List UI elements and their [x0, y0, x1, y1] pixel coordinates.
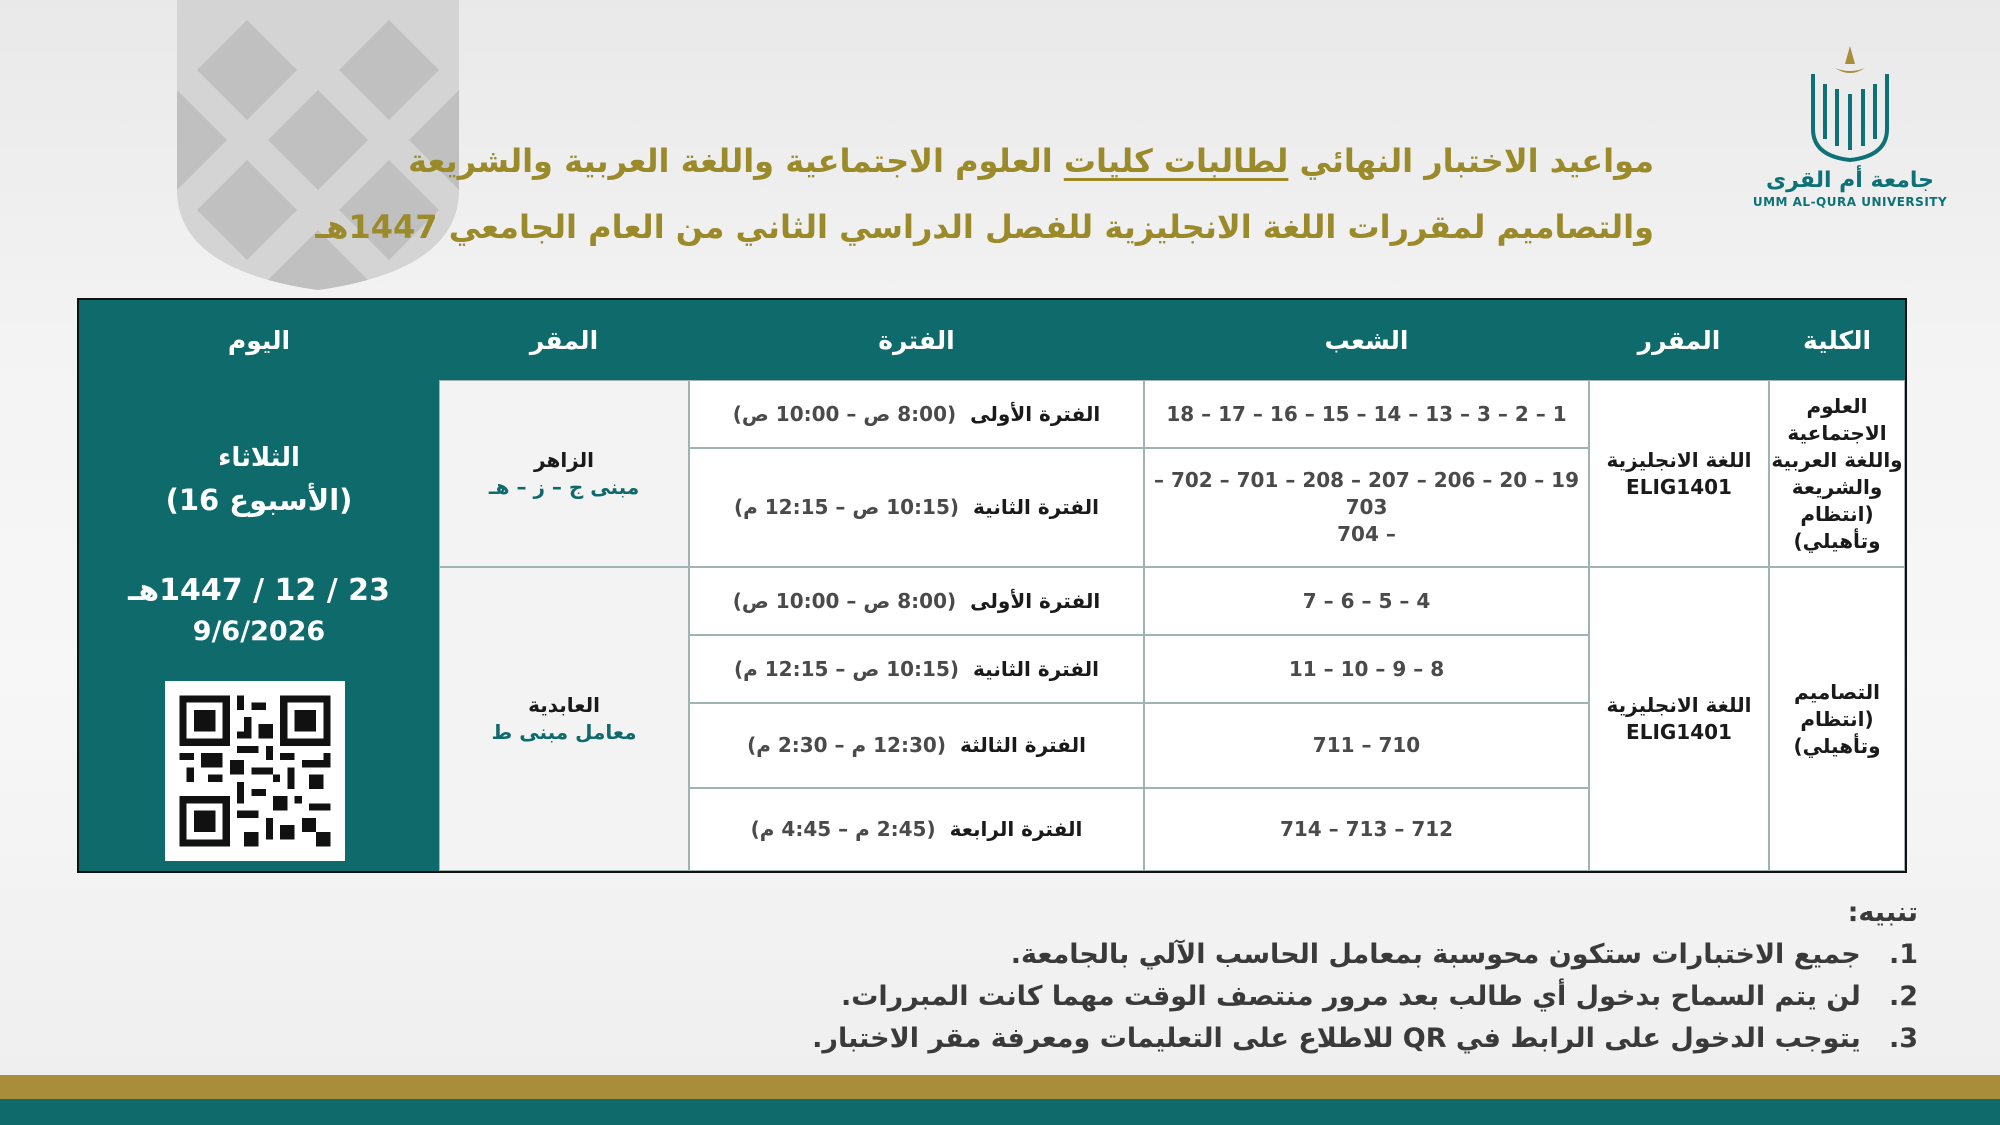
qr-code[interactable]	[165, 681, 345, 861]
title-part-a: مواعيد الاختبار النهائي	[1288, 142, 1654, 180]
location-cell	[439, 380, 689, 567]
college-line: والشريعة	[1791, 474, 1883, 499]
period-time: (2:45 م – 4:45 م)	[750, 817, 936, 841]
sections-line: – 704	[1337, 522, 1396, 546]
logo-arabic-text: جامعة أم القرى	[1766, 168, 1934, 193]
header-day: اليوم	[227, 325, 291, 355]
course-name: اللغة الانجليزية	[1606, 447, 1752, 472]
note-item	[812, 1018, 1918, 1060]
title-underlined: لطالبات كليات	[1063, 142, 1289, 180]
college-cell	[1769, 380, 1905, 567]
note-item	[812, 976, 1918, 1018]
college-line: (انتظام وتأهيلي)	[1793, 501, 1881, 553]
college-cell	[1769, 567, 1905, 871]
period-time: (10:15 ص – 12:15 م)	[733, 495, 960, 519]
notes-section	[812, 892, 1918, 1060]
header-sections: الشعب	[1324, 325, 1409, 355]
course-code: ELIG1401	[1626, 720, 1732, 744]
period-time: (8:00 ص – 10:00 ص)	[732, 401, 957, 426]
college-line: (انتظام وتأهيلي)	[1793, 706, 1881, 758]
location-name: الزاهر	[534, 447, 594, 472]
week-number: (الأسبوع 16)	[165, 483, 353, 517]
period-label: الفترة الرابعة	[949, 817, 1083, 841]
header-location: المقر	[529, 325, 599, 355]
period-cell	[689, 635, 1144, 703]
footer-teal-bar	[0, 1099, 2000, 1125]
date-cell	[79, 555, 439, 665]
period-time: (10:15 ص – 12:15 م)	[733, 656, 960, 681]
course-cell	[1589, 567, 1769, 871]
period-cell	[689, 380, 1144, 448]
sections-cell: 710 – 711	[1144, 703, 1589, 788]
period-cell	[689, 703, 1144, 788]
period-time: (8:00 ص – 10:00 ص)	[732, 588, 957, 613]
college-line: واللغة العربية	[1771, 447, 1903, 472]
note-text: يتوجب الدخول على الرابط في QR للاطلاع على التعليمات ومعرفة مقر الاختبار.	[812, 1023, 1861, 1054]
course-cell	[1589, 380, 1769, 567]
college-line: العلوم الاجتماعية	[1787, 393, 1887, 445]
note-number: 2.	[1888, 981, 1918, 1012]
title-part-b: العلوم الاجتماعية واللغة العربية والشريعة	[408, 142, 1064, 180]
university-logo	[1745, 44, 1955, 234]
sections-cell: 8 – 9 – 10 – 11	[1144, 635, 1589, 703]
footer-gold-bar	[0, 1075, 2000, 1099]
period-label: الفترة الثانية	[973, 656, 1100, 681]
sections-cell	[1144, 448, 1589, 567]
note-number: 1.	[1888, 939, 1918, 970]
college-line: التصاميم	[1794, 679, 1880, 704]
page-title-line1	[408, 142, 1654, 180]
header-period: الفترة	[878, 325, 955, 355]
location-name: العابدية	[528, 693, 600, 717]
note-number: 3.	[1888, 1023, 1918, 1054]
header-college: الكلية	[1802, 325, 1872, 355]
period-cell	[689, 567, 1144, 635]
note-text: لن يتم السماح بدخول أي طالب بعد مرور منتصف الوقت مهما كانت المبررات.	[841, 981, 1861, 1012]
qr-code-icon	[165, 681, 345, 861]
page-title-line2: والتصاميم لمقررات اللغة الانجليزية للفصل الدراسي الثاني من العام الجامعي 1447هـ	[315, 208, 1654, 246]
location-cell	[439, 567, 689, 871]
notes-heading: تنبيه:	[1847, 897, 1918, 928]
day-name: الثلاثاء	[218, 443, 300, 473]
note-text: جميع الاختبارات ستكون محوسبة بمعامل الحاسب الآلي بالجامعة.	[1010, 939, 1861, 970]
sections-cell: 712 – 713 – 714	[1144, 788, 1589, 871]
period-cell	[689, 448, 1144, 567]
note-item	[812, 934, 1918, 976]
schedule-table	[77, 298, 1907, 873]
period-label: الفترة الأولى	[970, 401, 1101, 426]
period-label: الفترة الثالثة	[959, 733, 1086, 757]
course-name: اللغة الانجليزية	[1606, 693, 1752, 717]
period-label: الفترة الثانية	[973, 495, 1100, 519]
period-label: الفترة الأولى	[970, 588, 1101, 613]
period-cell	[689, 788, 1144, 871]
course-code: ELIG1401	[1626, 474, 1732, 499]
day-cell	[79, 380, 439, 580]
logo-english-text: UMM AL-QURA UNIVERSITY	[1752, 195, 1948, 209]
gregorian-date: 9/6/2026	[192, 616, 326, 647]
sections-line: 19 – 20 – 206 – 207 – 208 – 701 – 702 – 703	[1153, 468, 1580, 519]
sections-cell: 1 – 2 – 3 – 13 – 14 – 15 – 16 – 17 – 18	[1144, 380, 1589, 448]
sections-cell: 4 – 5 – 6 – 7	[1144, 567, 1589, 635]
logo-emblem-icon	[1805, 44, 1895, 164]
hijri-date: 23 / 12 / 1447هـ	[128, 573, 390, 608]
period-time: (12:30 م – 2:30 م)	[747, 733, 946, 757]
location-building: مبنى ج – ز – هـ	[488, 474, 640, 499]
location-building: معامل مبنى ط	[491, 720, 637, 744]
header-course: المقرر	[1637, 325, 1721, 355]
